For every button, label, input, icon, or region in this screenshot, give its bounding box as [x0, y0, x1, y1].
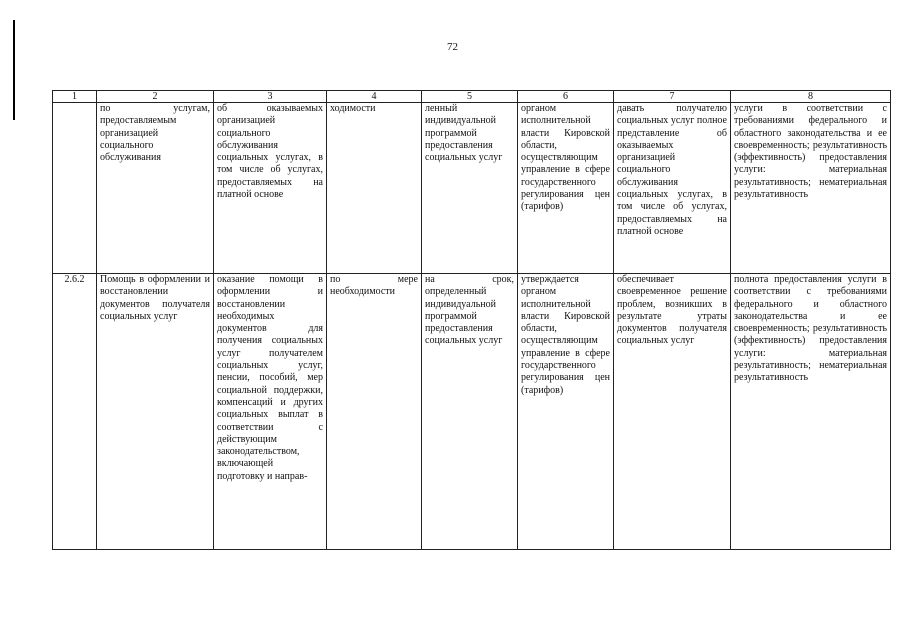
table-cell: по мере необходимости — [327, 274, 422, 550]
table-cell: ленный индивидуальной программой предоставления социальных услуг — [422, 103, 518, 274]
table-cell: оказание помощи в оформлении и восстановлении необходимых документов для получения социальных услуг получателем социальных услуг, пенсии, пособий, мер социальной поддержки, компенсаций и других социальных выплат в соответствии с действующим законодательством, включающей подготовку и направ- — [214, 274, 327, 550]
table-row — [53, 103, 891, 274]
table-cell: обеспечивает своевременное решение проблем, возникших в результате утраты документов получателя социальных услуг — [614, 274, 731, 550]
row-number-cell — [53, 103, 97, 274]
table-cell: Помощь в оформлении и восстановлении документов получателя социальных услуг — [97, 274, 214, 550]
column-header: 4 — [327, 91, 422, 103]
services-table — [52, 90, 891, 550]
row-number-cell: 2.6.2 — [53, 274, 97, 550]
header-row — [53, 91, 891, 103]
column-header: 5 — [422, 91, 518, 103]
table-cell: органом исполнительной власти Кировской области, осуществляющим управление в сфере государственного регулирования цен (тарифов) — [518, 103, 614, 274]
column-header: 3 — [214, 91, 327, 103]
column-header: 7 — [614, 91, 731, 103]
table-cell: ходимости — [327, 103, 422, 274]
column-header: 6 — [518, 91, 614, 103]
table-row — [53, 274, 891, 550]
table-cell: об оказываемых организацией социального обслуживания социальных услугах, в том числе об услугах, предоставляемых на платной основе — [214, 103, 327, 274]
table-cell: по услугам, предоставляемым организацией социального обслуживания — [97, 103, 214, 274]
table-cell: давать получателю социальных услуг полное представление об оказываемых организацией социального обслуживания социальных услугах, в том числе об услугах, предоставляемых на платной основе — [614, 103, 731, 274]
table-cell: на срок, определенный индивидуальной программой предоставления социальных услуг — [422, 274, 518, 550]
margin-bar — [13, 20, 15, 120]
table-cell: услуги в соответствии с требованиями федерального и областного законодательства и ее своевременность; результативность (эффективность) предоставления услуги: материальная результативность; нематериальная результативность — [731, 103, 891, 274]
table-cell: полнота предоставления услуги в соответствии с требованиями федерального и областного законодательства и ее своевременность; результативность (эффективность) предоставления услуги: материальная результативность; нематериальная результативность — [731, 274, 891, 550]
column-header: 2 — [97, 91, 214, 103]
column-header: 1 — [53, 91, 97, 103]
column-header: 8 — [731, 91, 891, 103]
table-cell: утверждается органом исполнительной власти Кировской области, осуществляющим управление в сфере государственного регулирования цен (тарифов) — [518, 274, 614, 550]
page-number: 72 — [447, 41, 458, 53]
